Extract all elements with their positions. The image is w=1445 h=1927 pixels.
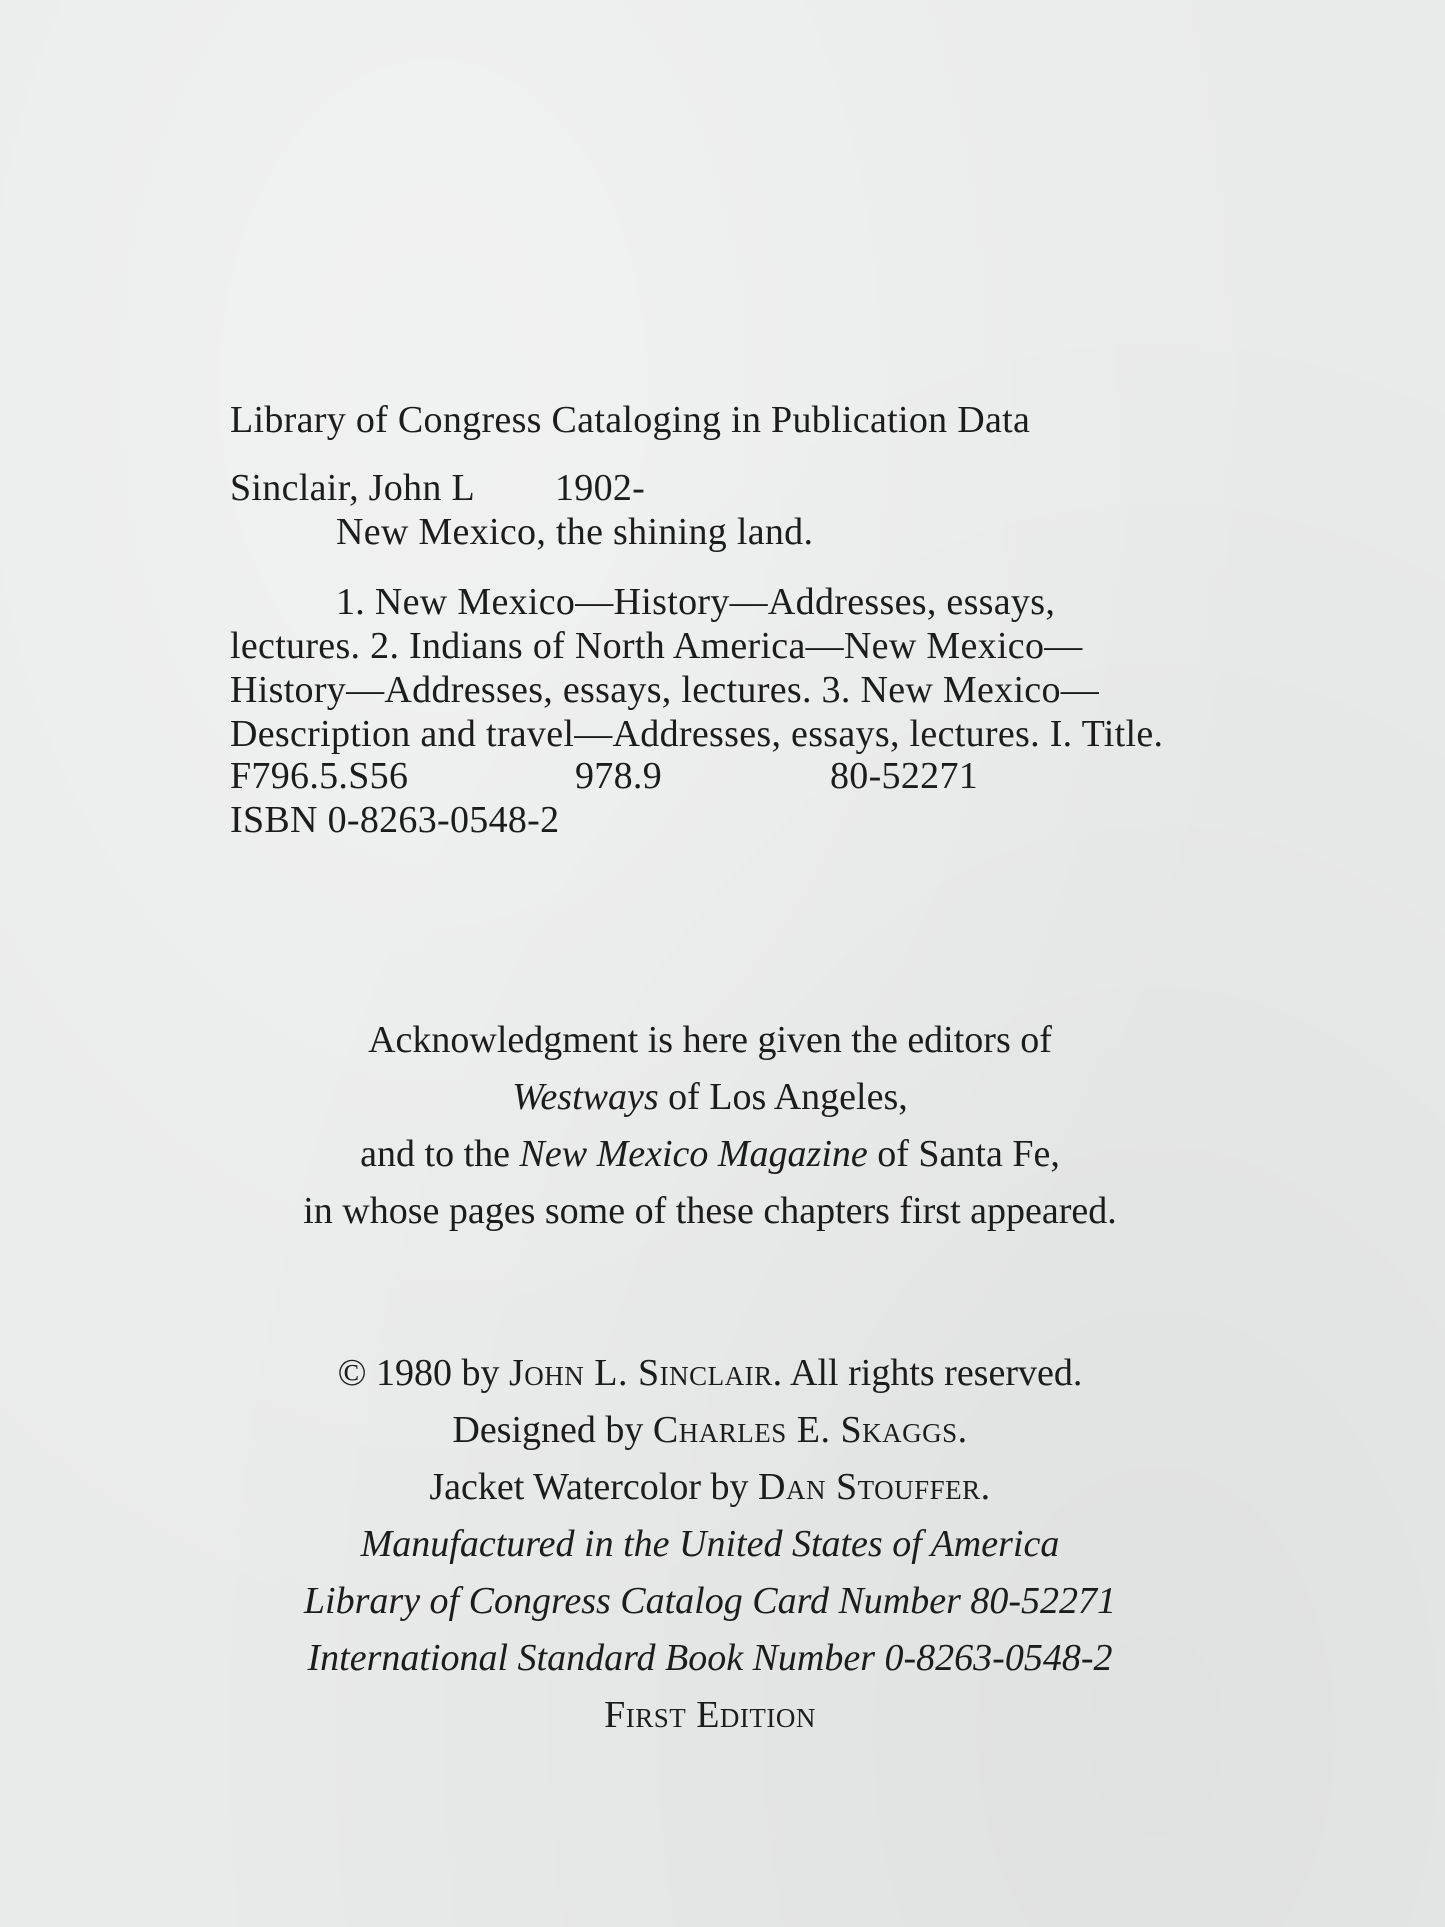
designer-line [200, 1402, 1220, 1459]
copyright-block [200, 1345, 1220, 1744]
cip-subjects: 1. New Mexico—History—Addresses, essays, lectures. 2. Indians of North America—New Mexico—History—Addresses, essays, lectures. 3. New Mexico—Description and travel—Addresses, essays, lectures. I. Title. [230, 581, 1164, 755]
ack-line-3-post: of Santa Fe, [867, 1133, 1060, 1175]
jacket-line [200, 1459, 1220, 1516]
cip-author-dates: 1902- [554, 467, 646, 509]
cip-card-number: 80-52271 [830, 755, 979, 797]
cip-author-line [230, 466, 1230, 510]
cataloging-in-publication-block [230, 398, 1230, 842]
lc-card-line: Library of Congress Catalog Card Number 80-52271 [303, 1580, 1117, 1622]
copyright-line [200, 1345, 1220, 1402]
copyright-pre: © 1980 by [337, 1352, 510, 1394]
designer-name: Charles E. Skaggs. [652, 1409, 968, 1451]
manufactured-line: Manufactured in the United States of America [360, 1523, 1060, 1565]
cip-title: New Mexico, the shining land. [336, 511, 814, 553]
cip-lc-class: F796.5.S56 [230, 755, 409, 797]
ack-line-2 [200, 1069, 1220, 1126]
cip-author: Sinclair, John L [230, 467, 475, 509]
copyright-post: All rights reserved. [782, 1352, 1083, 1394]
edition-line: First Edition [604, 1694, 816, 1736]
ack-line-2-rest: of Los Angeles, [658, 1076, 908, 1118]
ack-line-3-pre: and to the [360, 1133, 520, 1175]
cip-isbn: ISBN 0-8263-0548-2 [230, 799, 560, 841]
cip-heading: Library of Congress Cataloging in Publication Data [230, 399, 1031, 441]
ack-magazine: New Mexico Magazine [519, 1133, 868, 1175]
cip-dewey: 978.9 [575, 755, 662, 797]
ack-line-1: Acknowledgment is here given the editors of [368, 1019, 1052, 1061]
acknowledgment-block [200, 1012, 1220, 1240]
copyright-name: John L. Sinclair. [509, 1352, 783, 1394]
ack-westways: Westways [512, 1076, 659, 1118]
cip-classification-line [230, 754, 1230, 798]
designer-pre: Designed by [452, 1409, 653, 1451]
isbn-line: International Standard Book Number 0-8263-0548-2 [307, 1637, 1113, 1679]
jacket-pre: Jacket Watercolor by [429, 1466, 758, 1508]
ack-line-4: in whose pages some of these chapters first appeared. [303, 1190, 1117, 1232]
jacket-artist: Dan Stouffer. [758, 1466, 991, 1508]
ack-line-3 [200, 1126, 1220, 1183]
